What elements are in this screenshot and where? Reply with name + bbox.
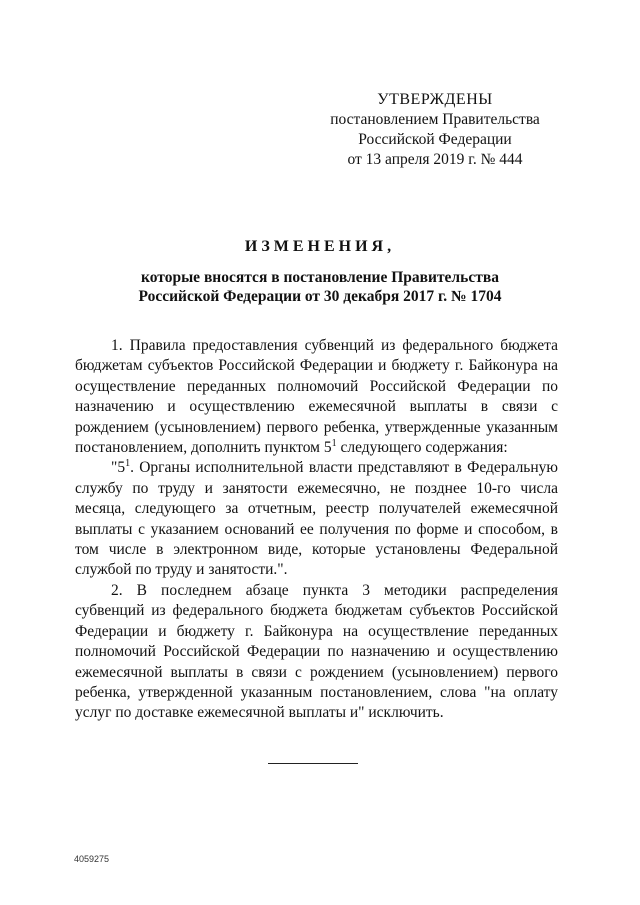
document-title: ИЗМЕНЕНИЯ, [244,238,396,255]
approval-line-2: Российской Федерации [358,131,512,148]
subtitle-line-2: Российской Федерации от 30 декабря 2017 г. № 1704 [138,288,502,305]
document-heading [0,236,640,306]
paragraph-2-lead: "5 [111,459,126,477]
subtitle-line-1: которые вносятся в постановление Правительства [141,269,499,286]
document-subtitle [0,268,640,306]
paragraph-2-superscript: 1 [125,458,131,470]
paragraph-1-superscript: 1 [331,437,337,449]
paragraph-2-text: . Органы исполнительной власти представляют в Федеральную службу по труду и занятости ежемесячно, не позднее 10-го числа месяца, следующего за отчетным, реестр получателей ежемесячной выплаты с указанием оснований ее получения по форме и способом, в том числе в электронном виде, которые установлены Федеральной службой по труду и занятости.". [75,459,558,579]
approval-stamp [300,90,570,170]
approval-line-1: постановлением Правительства [330,111,540,128]
end-divider [268,763,358,764]
paragraph-2 [75,458,558,580]
paragraph-1 [75,336,558,458]
document-number: 4059275 [74,854,110,864]
paragraph-1-tail: следующего содержания: [336,439,508,457]
approval-title: УТВЕРЖДЕНЫ [377,91,493,108]
document-body [75,336,558,724]
approval-line-3: от 13 апреля 2019 г. № 444 [347,151,523,168]
paragraph-1-text: 1. Правила предоставления субвенций из федерального бюджета бюджетам субъектов Российской Федерации и бюджету г. Байконура на осуществление переданных полномочий Российской Федерации по назначению и осуществлению ежемесячной выплаты в связи с рождением (усыновлением) первого ребенка, утвержденные указанным постановлением, дополнить пунктом 5 [75,337,558,457]
paragraph-3: 2. В последнем абзаце пункта 3 методики распределения субвенций из федерального бюджета бюджетам субъектов Российской Федерации и бюджету г. Байконура на осуществление переданных полномочий Российской Федерации по назначению и осуществлению ежемесячной выплаты в связи с рождением (усыновлением) первого ребенка, утвержденной указанным постановлением, слова "на оплату услуг по доставке ежемесячной выплаты и" исключить. [75,581,558,722]
